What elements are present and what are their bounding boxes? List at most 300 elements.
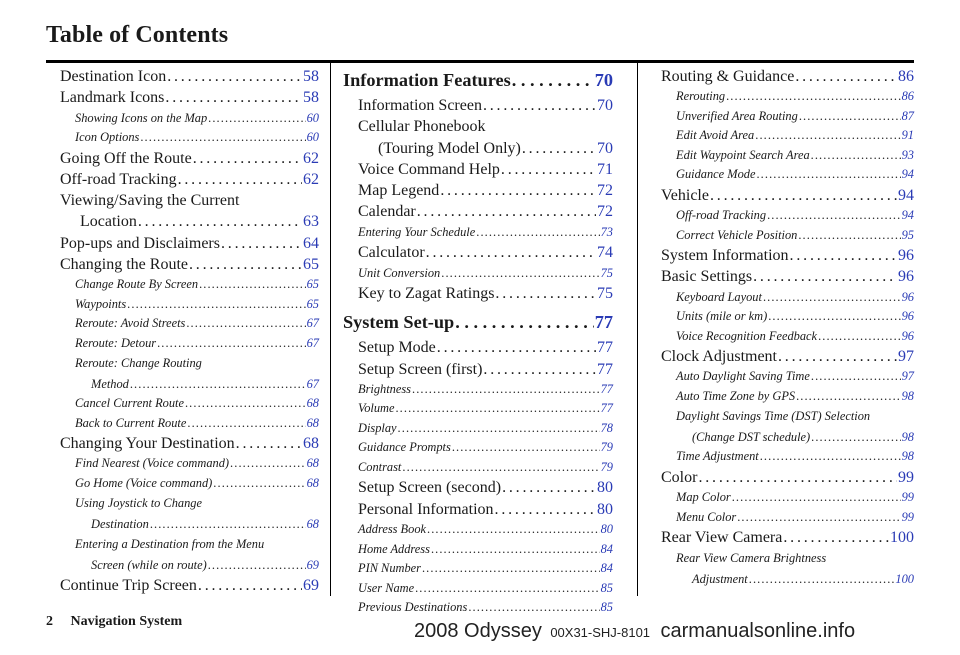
dot-leader [495, 283, 596, 304]
dot-leader [790, 245, 897, 266]
column-divider [637, 62, 638, 596]
toc-entry[interactable] [60, 433, 319, 454]
toc-entry-line [358, 138, 613, 159]
toc-entry[interactable] [661, 508, 914, 528]
toc-entry[interactable] [60, 394, 319, 414]
dot-leader [402, 458, 599, 478]
toc-page-link[interactable]: 75 [597, 285, 613, 303]
toc-entry-label: Showing Icons on the Map [75, 110, 208, 125]
toc-entry[interactable] [60, 190, 319, 233]
toc-section-heading[interactable] [343, 308, 613, 337]
toc-entry-label-line [75, 353, 319, 374]
toc-page-link[interactable]: 77 [600, 381, 613, 396]
dot-leader [502, 477, 596, 498]
toc-page-link[interactable]: 72 [597, 182, 613, 200]
toc-entry-line [60, 211, 319, 232]
toc-entry-label: Entering a Destination from the Menu [75, 537, 265, 552]
dot-leader [798, 226, 900, 246]
toc-entry[interactable] [343, 458, 613, 478]
toc-entry[interactable] [343, 264, 613, 284]
toc-entry-line [676, 447, 914, 467]
toc-entry-line [358, 579, 613, 599]
toc-entry[interactable] [661, 367, 914, 387]
toc-entry-line [358, 242, 613, 263]
toc-entry[interactable] [60, 353, 319, 394]
toc-entry-line [60, 169, 319, 190]
toc-entry-line [358, 438, 613, 458]
toc-entry-line [60, 254, 319, 275]
toc-entry-label-line [676, 548, 914, 569]
toc-entry-label: Clock Adjustment [661, 348, 777, 366]
toc-entry-line [661, 245, 914, 266]
toc-entry[interactable] [60, 414, 319, 434]
dot-leader [236, 433, 302, 454]
toc-entry-line [676, 126, 914, 146]
toc-page-link[interactable]: 72 [597, 203, 613, 221]
toc-entry[interactable] [60, 128, 319, 148]
toc-entry-label: Key to Zagat Ratings [358, 285, 495, 303]
toc-page-link[interactable]: 77 [594, 312, 613, 333]
dot-leader [783, 527, 889, 548]
toc-entry-label-line [75, 534, 319, 555]
toc-entry-line [60, 148, 319, 169]
toc-page-link[interactable]: 100 [890, 529, 914, 547]
toc-entry[interactable] [661, 288, 914, 308]
toc-page-link[interactable]: 74 [597, 244, 613, 262]
toc-entry[interactable] [661, 548, 914, 589]
toc-entry-line [661, 527, 914, 548]
toc-entry-label-cont: (Change DST schedule) [692, 429, 811, 444]
toc-entry-line [661, 266, 914, 287]
toc-entry-line [358, 159, 613, 180]
dot-leader [755, 126, 900, 146]
toc-entry[interactable] [60, 254, 319, 275]
toc-page-link[interactable]: 98 [901, 449, 914, 464]
dot-leader [140, 128, 305, 148]
toc-entry-line [661, 346, 914, 367]
dot-leader [412, 380, 600, 400]
dot-leader [185, 394, 306, 414]
toc-entry-line [75, 295, 319, 315]
toc-entry[interactable] [343, 559, 613, 579]
dot-leader [811, 146, 901, 166]
toc-page-link[interactable]: 62 [303, 170, 319, 188]
toc-entry-label: Calculator [358, 244, 425, 262]
toc-entry-line [358, 458, 613, 478]
toc-entry-line [676, 367, 914, 387]
toc-entry-label: Landmark Icons [60, 89, 165, 107]
toc-entry[interactable] [60, 87, 319, 108]
toc-entry-label: Map Legend [358, 182, 440, 200]
toc-page-link[interactable]: 65 [306, 277, 319, 292]
toc-entry-line [661, 185, 914, 206]
toc-entry[interactable] [661, 327, 914, 347]
dot-leader [198, 575, 302, 596]
toc-page-link[interactable]: 70 [594, 70, 613, 90]
toc-entry-label: Contrast [358, 459, 402, 474]
toc-page-link[interactable]: 80 [597, 479, 613, 497]
toc-entry-label: Setup Screen (second) [358, 479, 502, 497]
toc-entry[interactable] [60, 314, 319, 334]
watermark [414, 620, 855, 643]
toc-entry[interactable] [661, 87, 914, 107]
toc-page-link[interactable]: 99 [901, 509, 914, 524]
toc-entry-line [358, 95, 613, 116]
dot-leader [150, 515, 306, 535]
toc-entry[interactable] [661, 467, 914, 488]
column-divider [330, 62, 331, 596]
toc-entry-label: PIN Number [358, 561, 421, 576]
toc-entry-label: Personal Information [358, 500, 494, 518]
toc-entry[interactable] [343, 116, 613, 159]
toc-entry[interactable] [343, 159, 613, 180]
toc-entry-line [75, 515, 319, 535]
toc-entry[interactable] [60, 275, 319, 295]
toc-entry[interactable] [60, 575, 319, 596]
toc-page-link[interactable]: 67 [306, 376, 319, 391]
toc-entry-line [358, 380, 613, 400]
toc-page-link[interactable]: 95 [901, 227, 914, 242]
toc-entry-line [358, 283, 613, 304]
toc-entry-line [75, 109, 319, 129]
toc-entry[interactable] [343, 337, 613, 358]
toc-entry-line [358, 499, 613, 520]
toc-entry-label: Rear View Camera [661, 529, 783, 547]
toc-entry[interactable] [343, 520, 613, 540]
toc-entry-line [358, 359, 613, 380]
toc-entry-line [60, 233, 319, 254]
toc-page-link[interactable]: 58 [303, 68, 319, 85]
toc-entry-label: Information Screen [358, 97, 482, 114]
toc-page-link[interactable]: 69 [306, 557, 319, 572]
toc-entry-line [358, 598, 613, 618]
dot-leader [710, 185, 897, 206]
toc-entry[interactable] [60, 169, 319, 190]
toc-page-link[interactable]: 93 [901, 147, 914, 162]
toc-entry-label: Keyboard Layout [676, 289, 762, 304]
toc-page-link[interactable]: 91 [901, 128, 914, 143]
toc-page-link[interactable]: 64 [303, 234, 319, 252]
toc-page-link[interactable]: 77 [600, 401, 613, 416]
toc-entry[interactable] [343, 180, 613, 201]
dot-leader [415, 579, 600, 599]
dot-leader [189, 254, 302, 275]
toc-entry-label: Cancel Current Route [75, 396, 184, 411]
dot-leader [455, 308, 594, 337]
toc-entry-label: Edit Avoid Area [676, 128, 755, 143]
toc-page-link[interactable]: 77 [597, 360, 613, 378]
toc-page-link[interactable]: 78 [600, 420, 613, 435]
toc-page-link[interactable]: 96 [898, 247, 914, 265]
toc-entry-line [358, 201, 613, 222]
toc-entry[interactable] [60, 66, 319, 87]
toc-entry[interactable] [661, 307, 914, 327]
toc-page-link[interactable]: 100 [895, 571, 914, 586]
dot-leader [767, 206, 901, 226]
toc-entry-line [676, 570, 914, 590]
toc-page-link[interactable]: 96 [901, 309, 914, 324]
toc-page-link[interactable]: 73 [600, 224, 613, 239]
toc-entry-label: System Set-up [343, 312, 455, 333]
toc-entry-label: Continue Trip Screen [60, 577, 197, 595]
toc-page-link[interactable]: 79 [600, 459, 613, 474]
toc-entry[interactable] [343, 598, 613, 618]
dot-leader [138, 211, 302, 232]
toc-page-link[interactable]: 87 [901, 108, 914, 123]
toc-page-link[interactable]: 80 [600, 522, 613, 537]
footer-section-title: Navigation System [70, 614, 183, 629]
toc-entry[interactable] [343, 477, 613, 498]
toc-entry[interactable] [661, 206, 914, 226]
toc-page-link[interactable]: 97 [901, 369, 914, 384]
toc-entry[interactable] [60, 295, 319, 315]
toc-column-2 [343, 66, 613, 618]
toc-entry-line [676, 488, 914, 508]
toc-page-link[interactable]: 94 [901, 208, 914, 223]
toc-entry[interactable] [343, 223, 613, 243]
toc-entry-line [676, 288, 914, 308]
toc-page-link[interactable]: 70 [597, 139, 613, 157]
footer-page-number: 2 [46, 614, 53, 629]
toc-entry-label: Home Address [358, 541, 430, 556]
dot-leader [476, 223, 599, 243]
title-rule [46, 60, 914, 63]
dot-leader [749, 570, 895, 590]
toc-page-link[interactable]: 86 [898, 68, 914, 85]
toc-page-link[interactable]: 84 [600, 561, 613, 576]
toc-page-link[interactable]: 60 [306, 130, 319, 145]
toc-section-heading[interactable] [343, 66, 613, 95]
toc-page-link[interactable]: 65 [306, 296, 319, 311]
dot-leader [208, 556, 306, 576]
toc-entry-label-cont: Adjustment [692, 571, 748, 586]
toc-page-link[interactable]: 94 [901, 167, 914, 182]
toc-page-link[interactable]: 58 [303, 89, 319, 107]
dot-leader [230, 454, 306, 474]
toc-entry-label: Setup Mode [358, 339, 436, 357]
toc-entry[interactable] [661, 488, 914, 508]
toc-entry[interactable] [661, 66, 914, 87]
toc-entry[interactable] [661, 165, 914, 185]
dot-leader [796, 387, 901, 407]
toc-entry[interactable] [343, 283, 613, 304]
dot-leader [495, 499, 596, 520]
toc-entry-label: Time Adjustment [676, 449, 759, 464]
dot-leader [698, 467, 897, 488]
toc-page-link[interactable]: 97 [898, 348, 914, 366]
toc-entry[interactable] [60, 454, 319, 474]
toc-entry-label: System Information [661, 247, 789, 265]
toc-page-link[interactable]: 96 [898, 268, 914, 286]
dot-leader [468, 598, 599, 618]
toc-entry[interactable] [60, 233, 319, 254]
toc-entry-line [358, 559, 613, 579]
toc-entry-line [676, 165, 914, 185]
toc-entry[interactable] [661, 387, 914, 407]
toc-entry-line [75, 556, 319, 576]
dot-leader [737, 508, 900, 528]
toc-entry-line [75, 394, 319, 414]
toc-entry-label: Map Color [676, 490, 731, 505]
toc-page-link[interactable]: 85 [600, 600, 613, 615]
toc-entry[interactable] [661, 226, 914, 246]
toc-page-link[interactable]: 67 [306, 335, 319, 350]
toc-page-link[interactable]: 68 [303, 435, 319, 453]
toc-entry-label: Reroute: Avoid Streets [75, 316, 186, 331]
toc-page-link[interactable]: 79 [600, 440, 613, 455]
toc-entry-label: Unit Conversion [358, 265, 441, 280]
toc-entry-label: Setup Screen (first) [358, 360, 483, 378]
toc-entry-line [358, 264, 613, 284]
toc-entry-line [60, 433, 319, 454]
toc-entry-label: Guidance Prompts [358, 440, 451, 455]
toc-entry-label-cont: Destination [91, 516, 149, 531]
toc-page-link[interactable]: 63 [303, 213, 319, 231]
toc-entry[interactable] [661, 406, 914, 447]
toc-entry-line [60, 87, 319, 108]
toc-page-link[interactable]: 96 [901, 328, 914, 343]
watermark-model: 2008 Odyssey [414, 620, 542, 642]
toc-entry[interactable] [661, 107, 914, 127]
toc-page-link[interactable]: 68 [306, 475, 319, 490]
toc-page-link[interactable]: 71 [597, 160, 613, 178]
toc-entry-label-cont: Method [91, 376, 129, 391]
toc-page-link[interactable]: 99 [898, 468, 914, 486]
dot-leader [818, 327, 901, 347]
toc-entry-label: Rear View Camera Brightness [676, 551, 827, 566]
toc-entry[interactable] [60, 534, 319, 575]
toc-page-link[interactable]: 99 [901, 490, 914, 505]
toc-page-link[interactable]: 98 [901, 388, 914, 403]
toc-entry[interactable] [343, 359, 613, 380]
toc-entry-label: Address Book [358, 522, 427, 537]
toc-entry-label: Vehicle [661, 186, 709, 204]
toc-entry-line [358, 477, 613, 498]
toc-entry-label: Off-road Tracking [60, 170, 177, 188]
toc-entry-line [676, 146, 914, 166]
dot-leader [440, 180, 596, 201]
toc-entry[interactable] [343, 579, 613, 599]
toc-entry[interactable] [343, 438, 613, 458]
dot-leader [753, 266, 897, 287]
toc-entry-label-cont: Screen (while on route) [91, 557, 207, 572]
toc-entry[interactable] [343, 242, 613, 263]
toc-entry[interactable] [661, 185, 914, 206]
toc-entry[interactable] [343, 499, 613, 520]
toc-page-link[interactable]: 96 [901, 289, 914, 304]
toc-entry[interactable] [661, 126, 914, 146]
toc-page-link[interactable]: 94 [898, 186, 914, 204]
toc-page-link[interactable]: 84 [600, 541, 613, 556]
toc-page-link[interactable]: 80 [597, 500, 613, 518]
toc-page-link[interactable]: 69 [303, 577, 319, 595]
toc-entry[interactable] [343, 399, 613, 419]
toc-entry-line [676, 428, 914, 448]
toc-entry-label: Destination Icon [60, 68, 167, 85]
toc-entry-label: Volume [358, 401, 395, 416]
toc-entry[interactable] [60, 148, 319, 169]
toc-page-link[interactable]: 98 [901, 429, 914, 444]
toc-entry-label: Rerouting [676, 89, 726, 104]
toc-entry[interactable] [60, 493, 319, 534]
toc-page-link[interactable]: 68 [306, 415, 319, 430]
dot-leader [726, 87, 901, 107]
toc-entry[interactable] [343, 201, 613, 222]
toc-entry-line [661, 66, 914, 87]
dot-leader [768, 307, 900, 327]
toc-entry[interactable] [60, 474, 319, 494]
toc-page-link[interactable]: 75 [600, 265, 613, 280]
dot-leader [760, 447, 901, 467]
toc-entry[interactable] [60, 334, 319, 354]
dot-leader [441, 264, 599, 284]
toc-entry[interactable] [343, 419, 613, 439]
toc-entry-line [358, 223, 613, 243]
toc-page-link[interactable]: 62 [303, 149, 319, 167]
dot-leader [778, 346, 897, 367]
toc-page-link[interactable]: 77 [597, 339, 613, 357]
toc-entry[interactable] [343, 540, 613, 560]
toc-page-link[interactable]: 68 [306, 516, 319, 531]
toc-entry-line [75, 314, 319, 334]
dot-leader [178, 169, 302, 190]
toc-entry-label: Unverified Area Routing [676, 108, 798, 123]
toc-entry[interactable] [343, 95, 613, 116]
toc-entry-line [343, 66, 613, 95]
dot-leader [501, 159, 596, 180]
toc-entry[interactable] [343, 380, 613, 400]
toc-page-link[interactable]: 67 [306, 316, 319, 331]
toc-page-link[interactable]: 85 [600, 580, 613, 595]
toc-entry[interactable] [661, 447, 914, 467]
toc-entry[interactable] [661, 146, 914, 166]
toc-entry-label: Icon Options [75, 130, 140, 145]
dot-leader [512, 66, 594, 95]
toc-page-link[interactable]: 68 [306, 456, 319, 471]
toc-entry[interactable] [60, 109, 319, 129]
dot-leader [130, 375, 306, 395]
toc-entry-line [676, 387, 914, 407]
watermark-code: 00X31-SHJ-8101 [550, 625, 651, 640]
dot-leader [483, 359, 596, 380]
toc-page-link[interactable]: 68 [306, 396, 319, 411]
toc-entry[interactable] [661, 527, 914, 548]
toc-entry-label: Voice Command Help [358, 160, 500, 178]
toc-entry[interactable] [661, 266, 914, 287]
toc-entry-label: Correct Vehicle Position [676, 227, 798, 242]
page-footer [46, 614, 182, 630]
page-title: Table of Contents [46, 22, 229, 48]
toc-entry-line [676, 206, 914, 226]
dot-leader [437, 337, 596, 358]
toc-entry-label: Previous Destinations [358, 600, 468, 615]
toc-entry-label: Reroute: Change Routing [75, 356, 202, 371]
toc-page-link[interactable]: 65 [303, 256, 319, 274]
toc-entry-line [75, 454, 319, 474]
toc-entry-line [676, 87, 914, 107]
toc-entry-line [343, 308, 613, 337]
toc-entry-label: Go Home (Voice command) [75, 475, 213, 490]
toc-entry-label: Edit Waypoint Search Area [676, 147, 810, 162]
toc-entry-line [75, 474, 319, 494]
toc-entry[interactable] [661, 346, 914, 367]
toc-entry-line [75, 414, 319, 434]
toc-page-link[interactable]: 60 [306, 110, 319, 125]
dot-leader [167, 66, 302, 87]
toc-page-link[interactable]: 70 [597, 97, 613, 114]
toc-page-link[interactable]: 86 [901, 89, 914, 104]
toc-entry[interactable] [661, 245, 914, 266]
